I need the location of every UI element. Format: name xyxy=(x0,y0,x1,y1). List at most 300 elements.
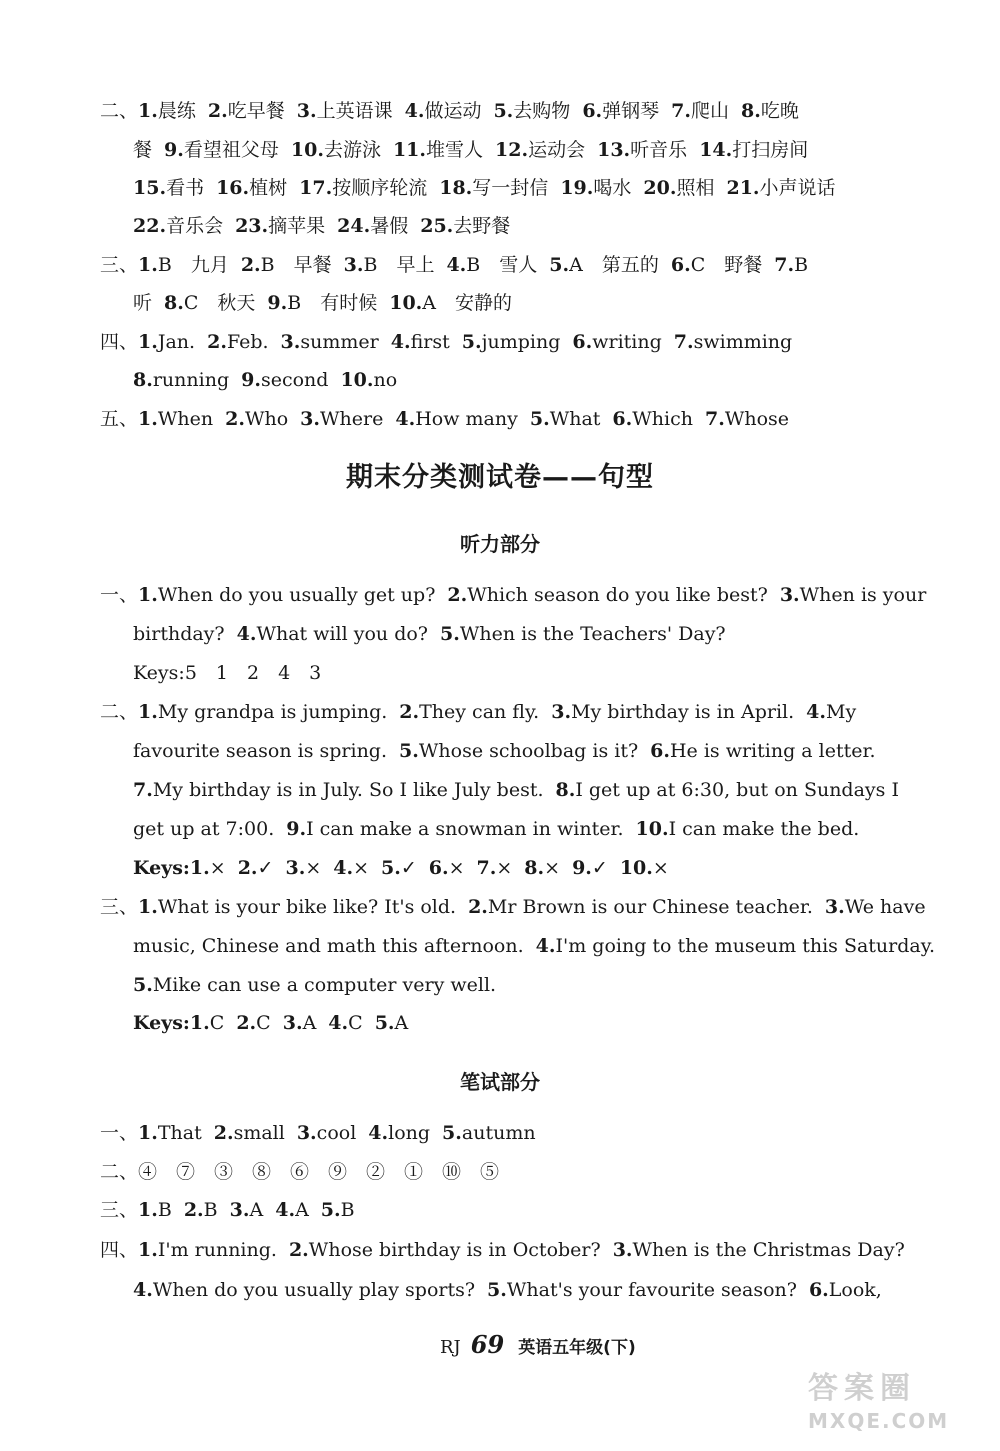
item-text: jumping xyxy=(481,331,561,353)
answer-item xyxy=(699,139,808,161)
section-label: 一、 xyxy=(100,584,139,606)
item-text: 去购物 xyxy=(513,100,571,122)
answer-item xyxy=(405,100,482,122)
answer-item xyxy=(344,254,435,276)
item-number: 9. xyxy=(572,857,592,879)
s2-line2 xyxy=(133,137,943,163)
item-number: 9. xyxy=(241,369,261,391)
item-number: 1. xyxy=(138,331,158,353)
item-text: My birthday is in July. So I like July best. xyxy=(152,779,544,801)
answer-item xyxy=(440,623,726,645)
answer-item xyxy=(184,1199,218,1221)
item-number: 1. xyxy=(138,1122,158,1144)
item-text: When is your xyxy=(799,584,927,606)
item-number: 3. xyxy=(779,584,800,606)
item-number: 1. xyxy=(138,896,158,918)
item-text: B xyxy=(157,1199,172,1221)
answer-item xyxy=(138,408,213,430)
answer-item xyxy=(493,100,570,122)
answer-item xyxy=(636,818,860,840)
item-text: writing xyxy=(592,331,662,353)
item-text: My grandpa is jumping. xyxy=(157,701,388,723)
item-text: When do you usually get up? xyxy=(157,584,436,606)
item-text: I can make a snowman in winter. xyxy=(306,818,624,840)
l2-keys xyxy=(133,855,943,881)
item-number: 11. xyxy=(392,139,427,161)
writing-title: 笔试部分 xyxy=(460,1070,540,1094)
item-number: 6. xyxy=(572,331,593,353)
item-number: 14. xyxy=(699,139,733,161)
answer-item xyxy=(225,408,288,430)
section-label: 三、 xyxy=(100,1199,139,1221)
watermark-url: MXQE.COM xyxy=(808,1409,950,1433)
w1-line xyxy=(100,1120,910,1146)
answer-item xyxy=(674,331,792,353)
answer-item xyxy=(133,177,204,199)
section-label: 三、 xyxy=(100,254,139,276)
item-number: 10. xyxy=(290,139,324,161)
item-number: 9. xyxy=(267,292,288,314)
answer-item xyxy=(207,331,268,353)
answer-item xyxy=(468,896,813,918)
answer-item xyxy=(556,779,899,801)
item-text: How many xyxy=(415,408,518,430)
item-text: 听音乐 xyxy=(630,139,688,161)
answer-item xyxy=(671,100,729,122)
answer-item xyxy=(297,100,393,122)
item-number: 6. xyxy=(582,100,603,122)
answer-item xyxy=(477,857,513,879)
item-text: 看书 xyxy=(166,177,205,199)
answer-item xyxy=(726,177,835,199)
answer-item xyxy=(133,139,152,161)
l3-line1 xyxy=(100,894,926,920)
answer-item xyxy=(138,100,196,122)
item-text: I get up at 6:30, but on Sundays I xyxy=(575,779,899,801)
s5-line1 xyxy=(100,406,910,432)
answer-item xyxy=(267,292,377,314)
item-text: B 九月 xyxy=(157,254,229,276)
answer-item xyxy=(420,215,510,237)
item-text: That xyxy=(157,1122,202,1144)
answer-item xyxy=(551,701,794,723)
answer-item xyxy=(208,100,285,122)
item-text: A xyxy=(394,1012,409,1034)
item-text: When is the Teachers' Day? xyxy=(459,623,726,645)
item-text: Whose xyxy=(724,408,790,430)
item-text: 暑假 xyxy=(370,215,409,237)
answer-item xyxy=(164,139,279,161)
item-number: 3. xyxy=(296,100,317,122)
w4-line2 xyxy=(133,1277,943,1303)
answer-item xyxy=(391,331,450,353)
item-number: 2. xyxy=(237,857,258,879)
item-text: C 野餐 xyxy=(690,254,763,276)
item-text: He is writing a letter. xyxy=(669,740,876,762)
item-number: 6. xyxy=(428,857,449,879)
item-number: 16. xyxy=(216,177,250,199)
answer-item xyxy=(133,974,496,996)
item-number: 2. xyxy=(207,331,227,353)
item-number: 4. xyxy=(368,1122,389,1144)
s4-line1 xyxy=(100,329,910,355)
item-number: 8. xyxy=(555,779,576,801)
answer-item xyxy=(487,1279,797,1301)
item-number: 8. xyxy=(524,857,545,879)
item-text: C 秋天 xyxy=(183,292,256,314)
item-number: 5. xyxy=(381,857,401,879)
answer-item xyxy=(439,177,548,199)
item-number: 2. xyxy=(447,584,468,606)
item-text: 运动会 xyxy=(528,139,586,161)
item-number: 2. xyxy=(236,1012,257,1034)
answer-item xyxy=(286,818,623,840)
answer-item xyxy=(613,1239,905,1261)
item-text: 音乐会 xyxy=(166,215,224,237)
item-number: 5. xyxy=(487,1279,507,1301)
item-text: My xyxy=(826,701,857,723)
item-number: 3. xyxy=(824,896,845,918)
item-text: They can fly. xyxy=(419,701,540,723)
answer-item xyxy=(572,331,661,353)
item-text: long xyxy=(388,1122,431,1144)
item-text: get up at 7:00. xyxy=(133,818,275,840)
item-number: 6. xyxy=(612,408,633,430)
item-text: Who xyxy=(244,408,289,430)
answer-item xyxy=(671,254,762,276)
answer-item xyxy=(289,1239,601,1261)
item-text: × xyxy=(305,857,322,879)
item-text: 弹钢琴 xyxy=(602,100,660,122)
page-footer xyxy=(440,1330,636,1359)
answer-item xyxy=(530,408,601,430)
answer-item xyxy=(806,701,856,723)
item-number: 3. xyxy=(612,1239,633,1261)
item-text: summer xyxy=(300,331,379,353)
answer-item xyxy=(237,623,428,645)
answer-item xyxy=(612,408,693,430)
item-text: swimming xyxy=(693,331,793,353)
item-text: Mr Brown is our Chinese teacher. xyxy=(487,896,813,918)
item-text: running xyxy=(152,369,230,391)
item-text: 植树 xyxy=(249,177,288,199)
item-text: B 早上 xyxy=(363,254,435,276)
answer-item xyxy=(741,100,799,122)
item-text: 打扫房间 xyxy=(732,139,809,161)
item-text: 堆雪人 xyxy=(426,139,484,161)
answer-item xyxy=(133,779,544,801)
item-text: What xyxy=(549,408,601,430)
item-text: × xyxy=(209,857,226,879)
answer-item xyxy=(462,331,561,353)
item-text: Whose birthday is in October? xyxy=(308,1239,601,1261)
item-text: B 雪人 xyxy=(466,254,538,276)
l2-line2 xyxy=(133,738,943,764)
answer-item xyxy=(643,177,714,199)
answer-item xyxy=(442,1122,536,1144)
item-text: 摘苹果 xyxy=(268,215,326,237)
item-number: 1. xyxy=(138,100,158,122)
watermark-text: 答案圈 xyxy=(808,1371,916,1406)
item-number: 23. xyxy=(235,215,269,237)
answer-item xyxy=(283,1012,317,1034)
item-number: 5. xyxy=(442,1122,462,1144)
item-number: 19. xyxy=(560,177,594,199)
answer-item xyxy=(235,215,325,237)
item-text: Where xyxy=(320,408,384,430)
answer-item xyxy=(285,857,321,879)
w3-line xyxy=(100,1197,910,1223)
item-number: 3. xyxy=(285,857,306,879)
item-text: 小声说话 xyxy=(759,177,836,199)
answer-item xyxy=(399,740,638,762)
answer-item xyxy=(572,857,608,879)
item-number: 3. xyxy=(229,1199,250,1221)
answer-item xyxy=(138,1122,202,1144)
item-number: 2. xyxy=(213,1122,234,1144)
section-label: 四、 xyxy=(100,1239,139,1261)
item-text: When do you usually play sports? xyxy=(152,1279,476,1301)
l1-keys: Keys:5 1 2 4 3 xyxy=(133,662,322,684)
l1-line1 xyxy=(100,582,927,608)
section-label: 四、 xyxy=(100,331,139,353)
item-text: 做运动 xyxy=(424,100,482,122)
item-number: 24. xyxy=(337,215,371,237)
answer-item xyxy=(138,896,456,918)
answer-item xyxy=(238,857,274,879)
answer-item xyxy=(133,818,274,840)
answer-item xyxy=(133,1012,224,1034)
item-number: 5. xyxy=(374,1012,395,1034)
item-text: Mike can use a computer very well. xyxy=(152,974,497,996)
item-text: 吃晚 xyxy=(760,100,799,122)
section-label: 二、 xyxy=(100,100,139,122)
answer-item xyxy=(216,177,287,199)
answer-item xyxy=(275,1199,309,1221)
item-number: 1. xyxy=(138,701,158,723)
item-number: 9. xyxy=(286,818,307,840)
item-number: 4. xyxy=(395,408,416,430)
answer-item xyxy=(333,857,369,879)
item-number: 2. xyxy=(288,1239,309,1261)
answer-item xyxy=(446,254,537,276)
item-text: Which season do you like best? xyxy=(467,584,768,606)
answer-item xyxy=(549,254,659,276)
item-text: B xyxy=(794,254,809,276)
item-number: 4. xyxy=(236,623,257,645)
item-text: C xyxy=(256,1012,271,1034)
item-text: We have xyxy=(844,896,926,918)
item-text: When xyxy=(157,408,214,430)
answer-item xyxy=(429,857,465,879)
item-text: × xyxy=(544,857,561,879)
item-number: 13. xyxy=(597,139,631,161)
section-label: 五、 xyxy=(100,408,139,430)
answer-item xyxy=(133,857,226,879)
l3-keys xyxy=(133,1010,943,1036)
item-number: 4. xyxy=(535,935,556,957)
item-number: 4. xyxy=(390,331,411,353)
answer-item xyxy=(705,408,789,430)
item-number: 2. xyxy=(183,1199,204,1221)
item-text: What is your bike like? It's old. xyxy=(157,896,457,918)
answer-item xyxy=(133,369,229,391)
item-number: 4. xyxy=(328,1012,349,1034)
item-number: 4. xyxy=(404,100,425,122)
item-text: 吃早餐 xyxy=(227,100,285,122)
listening-title: 听力部分 xyxy=(460,532,540,556)
item-number: 2. xyxy=(468,896,488,918)
item-text: cool xyxy=(316,1122,357,1144)
item-text: My birthday is in April. xyxy=(571,701,795,723)
item-number: 5. xyxy=(320,1199,341,1221)
answer-item xyxy=(138,701,387,723)
item-number: 4. xyxy=(806,701,826,723)
item-number: 7. xyxy=(671,100,692,122)
item-text: small xyxy=(233,1122,285,1144)
answer-item xyxy=(620,857,669,879)
book-title: 英语五年级(下) xyxy=(518,1338,636,1358)
s2-line3 xyxy=(133,175,943,201)
s3-line2 xyxy=(133,290,943,316)
l1-line2 xyxy=(133,621,943,647)
item-text: × xyxy=(496,857,513,879)
l2-line1 xyxy=(100,699,910,725)
item-number: 7. xyxy=(705,408,725,430)
answer-item xyxy=(133,740,387,762)
item-number: 20. xyxy=(643,177,677,199)
item-number: 5. xyxy=(549,254,570,276)
item-number: 10. xyxy=(340,369,374,391)
item-number: 9. xyxy=(164,139,184,161)
s4-line2 xyxy=(133,367,943,393)
item-number: 6. xyxy=(650,740,670,762)
item-text: 喝水 xyxy=(593,177,632,199)
answer-item xyxy=(236,1012,270,1034)
item-number: 2. xyxy=(399,701,420,723)
section-label: 一、 xyxy=(100,1122,139,1144)
answer-item xyxy=(337,215,408,237)
item-text: B xyxy=(203,1199,218,1221)
watermark-logo xyxy=(808,1363,978,1433)
page-number: 69 xyxy=(470,1330,505,1359)
item-text: autumn xyxy=(461,1122,536,1144)
item-text: 上英语课 xyxy=(316,100,393,122)
answer-item xyxy=(560,177,631,199)
s3-line1 xyxy=(100,252,910,278)
answer-item xyxy=(780,584,927,606)
l2-line3 xyxy=(133,777,943,803)
item-number: 7. xyxy=(476,857,497,879)
item-number: 8. xyxy=(133,369,153,391)
item-text: A xyxy=(295,1199,309,1221)
item-number: 1. xyxy=(138,1239,158,1261)
item-text: birthday? xyxy=(133,623,225,645)
item-text: A 安静的 xyxy=(422,292,513,314)
item-text: 去野餐 xyxy=(453,215,511,237)
item-number: Keys:1. xyxy=(133,857,210,879)
answer-item xyxy=(299,177,427,199)
item-number: Keys:1. xyxy=(133,1012,210,1034)
item-number: 3. xyxy=(296,1122,317,1144)
item-text: Look, xyxy=(828,1279,882,1301)
item-number: 7. xyxy=(774,254,795,276)
item-number: 4. xyxy=(333,857,354,879)
item-text: Which xyxy=(632,408,693,430)
item-text: C xyxy=(348,1012,363,1034)
item-text: favourite season is spring. xyxy=(133,740,388,762)
answer-item xyxy=(138,254,229,276)
s2-line1 xyxy=(100,98,910,124)
w2-line xyxy=(100,1159,910,1185)
answer-item xyxy=(375,1012,409,1034)
item-text: ✓ xyxy=(591,857,608,879)
item-number: 22. xyxy=(133,215,167,237)
item-text: ✓ xyxy=(257,857,274,879)
answer-item xyxy=(328,1012,362,1034)
item-number: 5. xyxy=(399,740,419,762)
answer-item xyxy=(291,139,381,161)
item-text: first xyxy=(410,331,450,353)
answer-item xyxy=(774,254,808,276)
item-number: 17. xyxy=(299,177,333,199)
answer-item xyxy=(536,935,935,957)
item-number: 5. xyxy=(493,100,514,122)
item-text: 餐 xyxy=(133,139,153,161)
item-text: music, Chinese and math this afternoon. xyxy=(133,935,524,957)
item-number: 5. xyxy=(440,623,460,645)
item-number: 4. xyxy=(133,1279,153,1301)
answer-item xyxy=(230,1199,264,1221)
item-number: 8. xyxy=(164,292,184,314)
item-number: 5. xyxy=(133,974,153,996)
answer-item xyxy=(164,292,255,314)
item-text: 照相 xyxy=(676,177,715,199)
item-text: 晨练 xyxy=(157,100,196,122)
item-number: 3. xyxy=(300,408,321,430)
item-text: I'm running. xyxy=(157,1239,277,1261)
answer-item xyxy=(597,139,687,161)
section-label: 三、 xyxy=(100,896,139,918)
answer-item xyxy=(281,331,379,353)
l2-line4 xyxy=(133,816,943,842)
item-number: 10. xyxy=(619,857,653,879)
item-number: 6. xyxy=(670,254,691,276)
item-text: B 早餐 xyxy=(260,254,332,276)
answer-item xyxy=(133,1279,475,1301)
item-number: 5. xyxy=(461,331,482,353)
item-text: A 第五的 xyxy=(569,254,659,276)
answer-item xyxy=(300,408,383,430)
w2-answers: ④ ⑦ ③ ⑧ ⑥ ⑨ ② ① ⑩ ⑤ xyxy=(138,1161,500,1183)
item-number: 4. xyxy=(275,1199,296,1221)
item-text: × xyxy=(652,857,669,879)
item-text: 听 xyxy=(133,292,153,314)
answer-item xyxy=(138,1199,172,1221)
w2-label: 二、 xyxy=(100,1161,139,1183)
footer-code: RJ xyxy=(440,1337,461,1358)
l3-line3 xyxy=(133,972,943,998)
section-label: 二、 xyxy=(100,701,139,723)
item-number: 4. xyxy=(446,254,467,276)
item-number: 12. xyxy=(495,139,529,161)
answer-item xyxy=(138,584,435,606)
item-number: 7. xyxy=(673,331,694,353)
item-text: 爬山 xyxy=(691,100,730,122)
s2-line4 xyxy=(133,213,943,239)
answer-item xyxy=(138,331,195,353)
item-text: What's your favourite season? xyxy=(506,1279,797,1301)
